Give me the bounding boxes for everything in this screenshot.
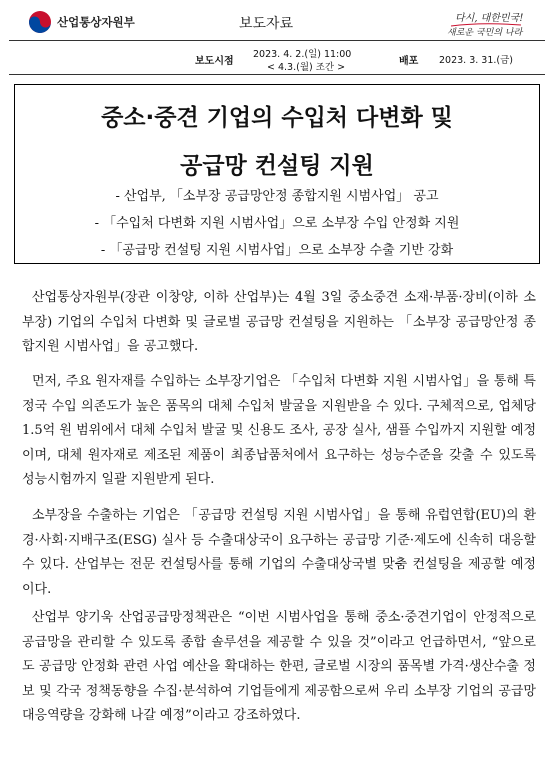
distribution-date: 2023. 3. 31.(금) [439, 55, 513, 66]
release-divider [9, 74, 545, 75]
ministry-name: 산업통상자원부 [57, 15, 135, 29]
ministry-logo [27, 9, 135, 35]
distribution-label: 배포 [399, 56, 419, 67]
embargo-label: 보도시점 [195, 56, 234, 67]
embargo-edition: < 4.3.(월) 조간 > [267, 62, 346, 73]
body-paragraph-1: 산업통상자원부(장관 이창양, 이하 산업부)는 4월 3일 중소중견 소재·부품·장비(이하 소부장) 기업의 수입처 다변화 및 글로벌 공급망 컨설팅을 지원하는 「소부장 공급망안정 종합지원 시범사업」을 공고했다. [22, 290, 536, 354]
release-info [9, 46, 545, 74]
taegeuk-emblem-icon [27, 9, 53, 35]
subheading-2: - 「수입처 다변화 지원 시범사업」으로 소부장 수입 안정화 지원 [94, 216, 460, 231]
slogan-handwriting-icon [441, 6, 531, 42]
body-paragraph-3: 소부장을 수출하는 기업은 「공급망 컨설팅 지원 시범사업」을 통해 유럽연합(EU)의 환경·사회·지배구조(ESG) 실사 등 수출대상국이 요구하는 공급망 기준·제도에 신속히 대응할 수 있다. 산업부는 전문 컨설팅사를 통해 기업의 수출대상국별 맞춤 컨설팅을 제공할 예정이다. [22, 508, 536, 597]
subheading-1: - 산업부, 「소부장 공급망안정 종합지원 시범사업」 공고 [115, 189, 439, 204]
embargo-datetime: 2023. 4. 2.(일) 11:00 [253, 49, 352, 60]
headline-line-2: 공급망 컨설팅 지원 [180, 153, 374, 179]
body-paragraph-2: 먼저, 주요 원자재를 수입하는 소부장기업은 「수입처 다변화 지원 시범사업」을 통해 특정국 수입 의존도가 높은 품목의 대체 수입처 발굴을 지원받을 수 있다. 구체적으로, 업체당 1.5억 원 범위에서 대체 수입처 발굴 및 신용도 조사, 공장 실사, 샘플 수입까지 지원할 예정이며, 대체 원자재로 제조된 제품이 최종납품처에서 요구하는 성능수준을 갖출 수 있도록 성능시험까지 일괄 지원받게 된다. [22, 374, 536, 487]
header-divider [9, 40, 545, 41]
doc-type-label: 보도자료 [239, 16, 294, 32]
headline-line-1: 중소·중견 기업의 수입처 다변화 및 [101, 105, 453, 131]
body-paragraph-4: 산업부 양기욱 산업공급망정책관은 “이번 시범사업을 통해 중소·중견기업이 안정적으로 공급망을 관리할 수 있도록 종합 솔루션을 제공할 수 있을 것”이라고 언급하면서, “앞으로도 공급망 안정화 관련 사업 예산을 확대하는 한편, 글로벌 시장의 품목별 가격·생산수출 정보 및 각국 정책동향을 수집·분석하여 기업들에게 제공함으로써 우리 소부장 기업의 공급망 대응역량을 강화해 나갈 예정”이라고 강조하였다. [22, 610, 536, 723]
svg-text:새로운 국민의 나라: 새로운 국민의 나라 [447, 28, 523, 38]
subheading-3: - 「공급망 컨설팅 지원 시범사업」으로 소부장 수출 기반 강화 [100, 243, 454, 258]
svg-text:다시, 대한민국!: 다시, 대한민국! [455, 13, 524, 24]
document-header [9, 6, 545, 40]
headline-box [14, 84, 540, 264]
